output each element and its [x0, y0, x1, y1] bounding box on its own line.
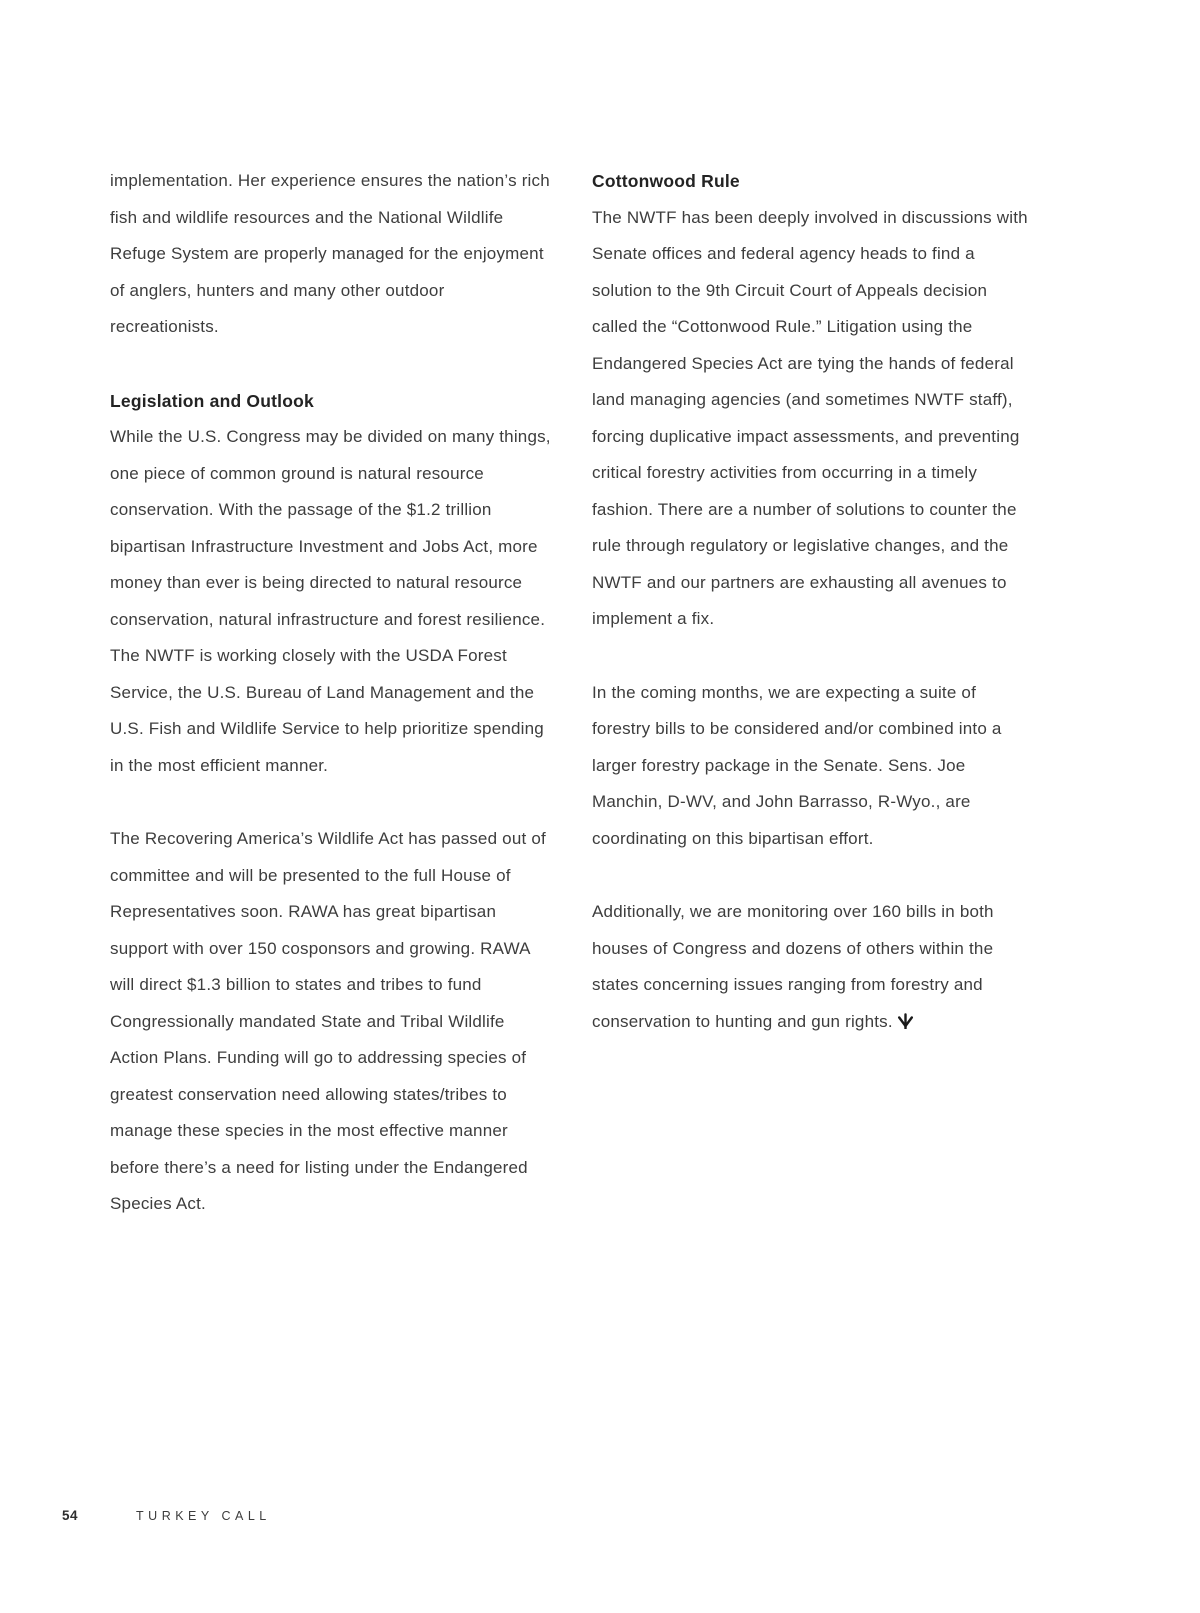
magazine-title: TURKEY CALL	[136, 1509, 271, 1523]
paragraph-intro-continuation: implementation. Her experience ensures the nation’s rich fish and wildlife resources and the National Wildlife Refuge System are properly managed for the enjoyment of anglers, hunters and many other outdoor recreationists.	[110, 171, 550, 336]
section-heading-cottonwood-rule: Cottonwood Rule	[592, 171, 740, 191]
paragraph-coming-months: In the coming months, we are expecting a suite of forestry bills to be considered and/or combined into a larger forestry package in the Senate. Sens. Joe Manchin, D-WV, and John Barrasso, R-Wyo., are coordinating on this bipartisan effort.	[592, 682, 1002, 848]
paragraph-monitoring-text: Additionally, we are monitoring over 160 bills in both houses of Congress and dozens of others within the states concerning issues ranging from forestry and conservation to hunting and gun rights.	[592, 902, 994, 1031]
paragraph-congress-infrastructure: While the U.S. Congress may be divided on many things, one piece of common ground is natural resource conservation. With the passage of the $1.2 trillion bipartisan Infrastructure Investment and Jobs Act, more money than ever is being directed to natural resource conservation, natural infrastructure and forest resilience. The NWTF is working closely with the USDA Forest Service, the U.S. Bureau of Land Management and the U.S. Fish and Wildlife Service to help prioritize spending in the most efficient manner.	[110, 427, 551, 775]
article-body	[110, 163, 1035, 1260]
page-footer	[62, 1508, 271, 1523]
right-column	[592, 163, 1036, 1260]
paragraph-rawa: The Recovering America’s Wildlife Act has passed out of committee and will be presented to the full House of Representatives soon. RAWA has great bipartisan support with over 150 cosponsors and growing. RAWA will direct $1.3 billion to states and tribes to fund Congressionally mandated State and Tribal Wildlife Action Plans. Funding will go to addressing species of greatest conservation need allowing states/tribes to manage these species in the most effective manner before there’s a need for listing under the Endangered Species Act.	[110, 829, 546, 1213]
left-column	[110, 163, 554, 1260]
paragraph-monitoring	[592, 894, 1036, 1040]
turkey-track-icon	[897, 1012, 914, 1029]
page-number: 54	[62, 1508, 79, 1523]
paragraph-cottonwood: The NWTF has been deeply involved in discussions with Senate offices and federal agency heads to find a solution to the 9th Circuit Court of Appeals decision called the “Cottonwood Rule.” Litigation using the Endangered Species Act are tying the hands of federal land managing agencies (and sometimes NWTF staff), forcing duplicative impact assessments, and preventing critical forestry activities from occurring in a timely fashion. There are a number of solutions to counter the rule through regulatory or legislative changes, and the NWTF and our partners are exhausting all avenues to implement a fix.	[592, 207, 1028, 628]
section-heading-legislation-and-outlook: Legislation and Outlook	[110, 390, 314, 411]
